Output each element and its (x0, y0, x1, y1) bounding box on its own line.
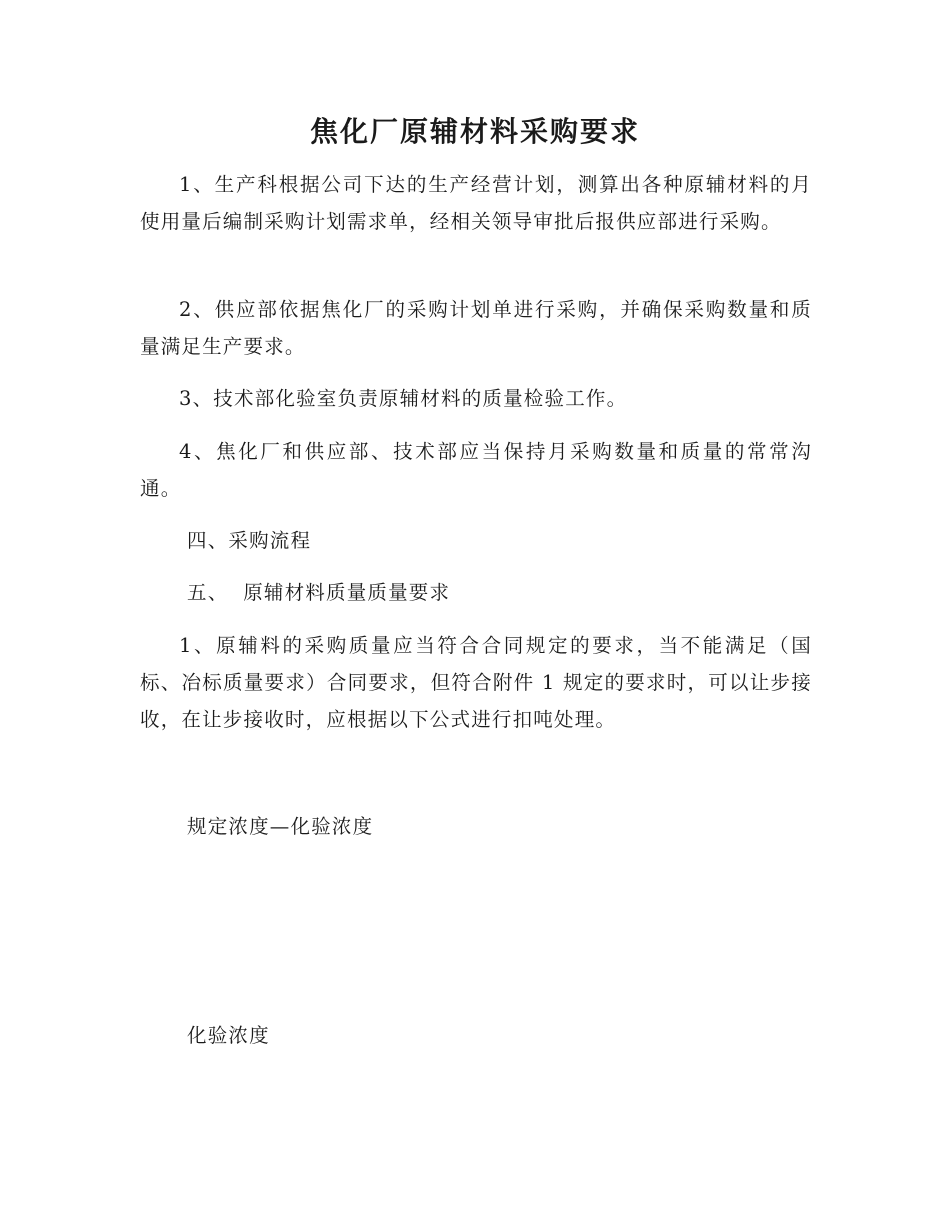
paragraph-4: 4、焦化厂和供应部、技术部应当保持月采购数量和质量的常常沟通。 (140, 440, 812, 500)
paragraph-1: 1、生产科根据公司下达的生产经营计划，测算出各种原辅材料的月使用量后编制采购计划需求单，经相关领导审批后报供应部进行采购。 (140, 173, 812, 233)
formula-numerator: 规定浓度—化验浓度 (187, 815, 374, 838)
section-heading-4: 四、采购流程 (187, 529, 312, 552)
section-heading-5: 五、 原辅材料质量质量要求 (187, 581, 451, 604)
paragraph-5: 1、原辅料的采购质量应当符合合同规定的要求，当不能满足（国标、冶标质量要求）合同要求，但符合附件 1 规定的要求时，可以让步接收，在让步接收时，应根据以下公式进行扣吨处理。 (140, 634, 812, 731)
formula-denominator: 化验浓度 (187, 1024, 270, 1047)
paragraph-2: 2、供应部依据焦化厂的采购计划单进行采购，并确保采购数量和质量满足生产要求。 (140, 298, 812, 358)
document-title: 焦化厂原辅材料采购要求 (309, 115, 640, 148)
paragraph-3: 3、技术部化验室负责原辅材料的质量检验工作。 (179, 387, 628, 410)
